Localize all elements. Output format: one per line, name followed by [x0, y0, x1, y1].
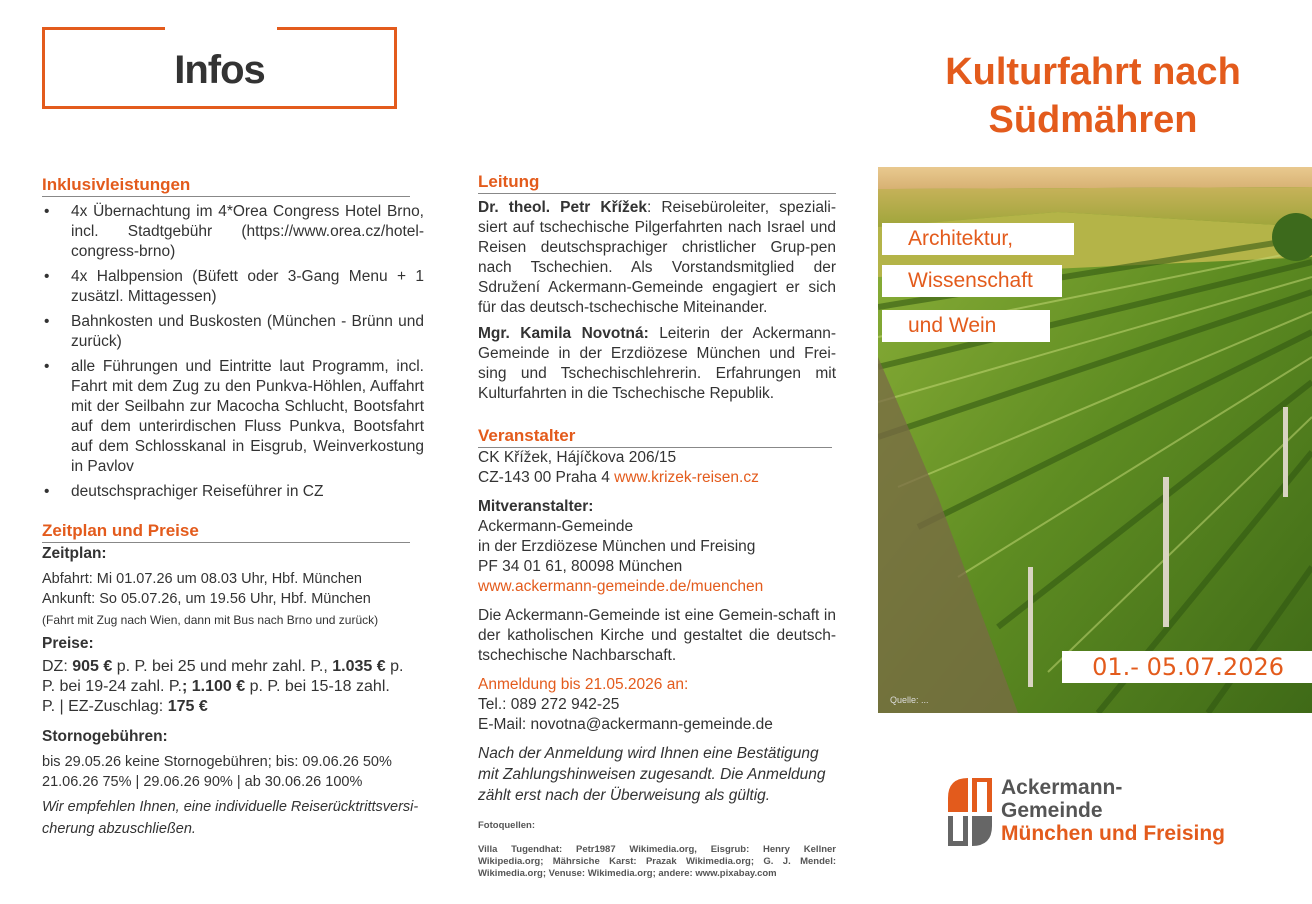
- veranstalter-section: [478, 426, 836, 880]
- zeitplan-section: [42, 521, 424, 840]
- logo-line: Gemeinde: [1001, 799, 1103, 822]
- leitung-person-1: [478, 198, 836, 318]
- mitveranstalter-line: Ackermann-Gemeinde: [478, 518, 634, 535]
- veranstalter-address-1: CK Křížek, Hájíčkova 206/15: [478, 449, 677, 466]
- storno-subheading: Stornogebühren:: [42, 728, 168, 745]
- preise-value: 1.035 €: [332, 658, 386, 675]
- list-item: • 4x Halbpension (Büfett oder 3-Gang Menu + 1 zusätzl. Mittagessen): [42, 267, 424, 307]
- leitung-section: [478, 172, 836, 404]
- veranstalter-address-2: [478, 468, 836, 488]
- tagline-architektur: Architektur,: [882, 223, 1074, 255]
- preise-part: p. P. bei 15-18 zahl. P. | EZ-Zuschlag:: [42, 678, 390, 715]
- infos-title: Infos: [174, 48, 265, 92]
- tagline-wissenschaft: Wissenschaft: [882, 265, 1062, 297]
- infos-frame-gap: [165, 20, 277, 34]
- about-text: Die Ackermann-Gemeinde ist eine Gemein-schaft in der katholischen Kirche und gestaltet die deutsch-tschechische Nachbarschaft.: [478, 607, 836, 664]
- inklusiv-section: [42, 175, 424, 507]
- ankunft-text: Ankunft: So 05.07.26, um 19.56 Uhr, Hbf. München: [42, 591, 371, 607]
- vineyard-photo: [878, 167, 1312, 713]
- preise-part: p. P. bei 19-24 zahl. P.: [42, 658, 404, 695]
- leitung-person-2: [478, 324, 836, 404]
- route-note: (Fahrt mit Zug nach Wien, dann mit Bus nach Brno und zurück): [42, 613, 379, 627]
- inklusiv-list: [42, 202, 424, 502]
- person-name: Dr. theol. Petr Křížek: [478, 199, 647, 216]
- mitveranstalter-heading: Mitveranstalter:: [478, 498, 594, 515]
- fotoquellen-heading: Fotoquellen:: [478, 820, 535, 831]
- krizek-link[interactable]: www.krizek-reisen.cz: [614, 469, 759, 486]
- storno-text: bis 29.05.26 keine Stornogebühren; bis: 09.06.26 50% 21.06.26 75% | 29.06.26 90% | ab 30.06.26 100%: [42, 754, 392, 790]
- veranstalter-heading: Veranstalter: [478, 426, 832, 448]
- anmeldung-hinweis: Nach der Anmeldung wird Ihnen eine Bestätigung mit Zahlungshinweisen zugesandt. Die Anmeldung zählt erst nach der Überweisung als gültig.: [478, 745, 826, 804]
- ackermann-link[interactable]: www.ackermann-gemeinde.de/muenchen: [478, 578, 764, 595]
- title-line: Kulturfahrt nach: [945, 51, 1241, 93]
- leitung-heading: Leitung: [478, 172, 836, 194]
- page-title: [900, 48, 1286, 144]
- travel-date-badge: 01.- 05.07.2026: [1062, 651, 1312, 683]
- inklusiv-heading: Inklusivleistungen: [42, 175, 410, 197]
- versicherung-hinweis: Wir empfehlen Ihnen, eine individuelle Reiserücktrittsversi-cherung abzuschließen.: [42, 799, 419, 837]
- mitveranstalter-line: in der Erzdiözese München und Freising: [478, 538, 756, 555]
- list-item: • deutschsprachiger Reiseführer in CZ: [42, 482, 424, 502]
- logo-line: München und Freising: [1001, 822, 1225, 845]
- preise-part: p. P. bei 25 und mehr zahl. P.,: [112, 658, 333, 675]
- preise-value: 175 €: [167, 698, 208, 715]
- logo-line: Ackermann-: [1001, 776, 1123, 799]
- tel-text: Tel.: 089 272 942-25: [478, 696, 620, 713]
- preise-value: 905 €: [72, 658, 113, 675]
- person-bio: Leiterin der Ackermann-Gemeinde in der Erzdiözese München und Frei-sing und Tschechischlehrerin. Erfahrungen mit Kulturfahrten in die Tschechische Republik.: [478, 325, 837, 402]
- preise-part: DZ:: [42, 658, 73, 675]
- ackermann-logo-text: [1001, 776, 1225, 845]
- tagline-wein: und Wein: [882, 310, 1050, 342]
- person-bio: : Reisebüroleiter, speziali-siert auf tschechische Pilgerfahrten nach Israel und Reisen deutschsprachiger christlicher Grup-pen nach Tschechien. Als Vorstandsmitglied der Sdružení Ackermann-Gemeinde engagiert er sich für das deutsch-tschechische Miteinander.: [478, 199, 836, 316]
- preise-value: ; 1.100 €: [181, 678, 246, 695]
- email-text: E-Mail: novotna@ackermann-gemeinde.de: [478, 716, 773, 733]
- address-text: CZ-143 00 Praha 4: [478, 469, 615, 486]
- mitveranstalter-line: PF 34 01 61, 80098 München: [478, 558, 683, 575]
- preise-text: [42, 657, 407, 717]
- person-name: Mgr. Kamila Novotná:: [478, 325, 649, 342]
- zeitplan-subheading: Zeitplan:: [42, 545, 107, 562]
- preise-subheading: Preise:: [42, 635, 94, 652]
- list-item: • 4x Übernachtung im 4*Orea Congress Hotel Brno, incl. Stadtgebühr (https://www.orea.cz/hotel-congress-brno): [42, 202, 424, 262]
- ackermann-logo-icon: [946, 776, 994, 848]
- fotoquellen-text: Villa Tugendhat: Petr1987 Wikimedia.org, Eisgrub: Henry Kellner Wikipedia.org; Mährsiche Karst: Prazak Wikimedia.org; G. J. Mendel: Wikimedia.org; Venuse: Wikimedia.org; andere: www.pixabay.com: [478, 844, 836, 879]
- title-line: Südmähren: [988, 99, 1198, 141]
- abfahrt-text: Abfahrt: Mi 01.07.26 um 08.03 Uhr, Hbf. München: [42, 571, 362, 587]
- photo-credit: Quelle: ...: [890, 695, 929, 705]
- list-item: • Bahnkosten und Buskosten (München - Brünn und zurück): [42, 312, 424, 352]
- anmeldung-heading: Anmeldung bis 21.05.2026 an:: [478, 676, 689, 693]
- zeitplan-heading: Zeitplan und Preise: [42, 521, 410, 543]
- list-item: • alle Führungen und Eintritte laut Programm, incl. Fahrt mit dem Zug zu den Punkva-Höhlen, Auffahrt mit der Seilbahn zur Macocha Schlucht, Bootsfahrt auf dem unterirdischen Fluss Punkva, Bootsfahrt auf dem Schlosskanal in Eisgrub, Weinverkostung in Pavlov: [42, 357, 424, 477]
